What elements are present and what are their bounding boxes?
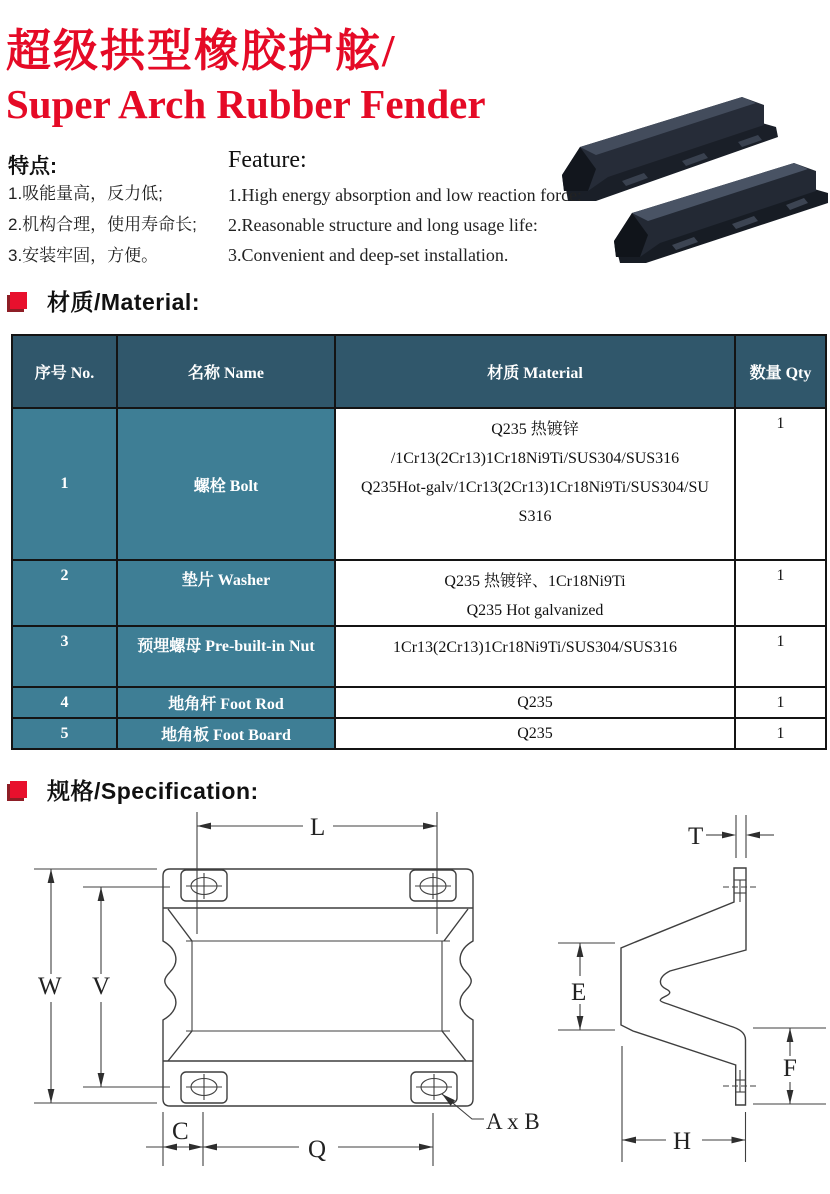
material-line: /1Cr13(2Cr13)1Cr18Ni9Ti/SUS304/SUS316 [390,450,680,467]
cell-name: 垫片 Washer [117,560,335,626]
dimension-V [83,887,170,1087]
dim-label-W: W [38,973,62,1000]
dim-label-L: L [310,814,326,841]
plan-view-drawing [34,812,540,1166]
dimension-H [622,1046,746,1162]
dim-label-H: H [673,1128,692,1155]
cell-qty: 1 [735,560,826,626]
feature-item-en: 3.Convenient and deep-set installation. [228,245,509,265]
cell-name: 地角板 Foot Board [117,718,335,749]
cell-no: 2 [12,560,117,626]
material-section-heading [10,284,200,317]
red-square-bullet-icon [10,781,27,798]
cell-material [335,560,735,626]
header-no: 序号 No. [12,335,117,408]
dim-label-AxB: A x B [486,1109,540,1134]
specification-section-label: 规格/Specification: [47,778,259,804]
material-line: S316 [518,508,552,525]
features-list-zh [8,178,197,271]
cell-qty: 1 [735,408,826,560]
cell-no: 4 [12,687,117,718]
cell-name: 预埋螺母 Pre-built-in Nut [117,626,335,687]
table-header-row [12,335,826,408]
material-line: Q235 热镀锌、1Cr18Ni9Ti [444,573,626,590]
cell-material [335,718,735,749]
material-line: Q235Hot-galv/1Cr13(2Cr13)1Cr18Ni9Ti/SUS304/SU [361,479,709,496]
material-section-label: 材质/Material: [47,289,200,315]
dimension-C [146,1112,203,1166]
material-line: 1Cr13(2Cr13)1Cr18Ni9Ti/SUS304/SUS316 [393,639,677,656]
material-line: Q235 [517,694,553,711]
dim-label-F: F [783,1055,797,1082]
dim-label-C: C [172,1118,189,1145]
table-row [12,560,826,626]
specification-drawing [0,800,830,1194]
header-name: 名称 Name [117,335,335,408]
material-table [11,334,827,750]
features-list-en [228,180,582,270]
page-title-en: Super Arch Rubber Fender [6,81,486,127]
cell-name: 螺栓 Bolt [117,408,335,560]
cell-qty: 1 [735,626,826,687]
material-line: Q235 Hot galvanized [466,602,604,619]
material-line: Q235 热镀锌 [491,421,579,438]
dimension-Q [203,1113,433,1166]
flange-bolt-detail-top [723,880,757,902]
feature-item-zh: 2.机构合理，使用寿命长; [8,215,197,234]
cell-material [335,626,735,687]
header-qty: 数量 Qty [735,335,826,408]
cell-name: 地角杆 Foot Rod [117,687,335,718]
section-view-drawing [558,815,826,1162]
header-material: 材质 Material [335,335,735,408]
material-line: Q235 [517,725,553,742]
feature-item-en: 2.Reasonable structure and long usage life: [228,215,538,235]
table-row [12,718,826,749]
dimension-E [558,943,615,1030]
cell-no: 3 [12,626,117,687]
features-heading-zh: 特点: [8,155,57,178]
dimension-F [753,1028,826,1104]
feature-item-zh: 1.吸能量高，反力低; [8,184,163,203]
flange-bolt-detail-bottom [723,1070,757,1092]
dim-label-Q: Q [308,1136,327,1163]
features-heading-en: Feature: [228,147,307,173]
dim-label-T: T [688,823,704,850]
table-row [12,687,826,718]
cell-qty: 1 [735,718,826,749]
cell-material [335,408,735,560]
cell-no: 1 [12,408,117,560]
dimension-T [688,815,774,858]
dim-label-V: V [92,973,111,1000]
table-row [12,626,826,687]
cell-material [335,687,735,718]
table-row [12,408,826,560]
feature-item-zh: 3.安装牢固，方便。 [8,246,159,265]
cell-qty: 1 [735,687,826,718]
feature-item-en: 1.High energy absorption and low reaction force: [228,185,583,205]
page-title-zh: 超级拱型橡胶护舷/ [6,26,397,76]
product-photo [552,57,830,265]
red-square-bullet-icon [10,292,27,309]
dim-label-E: E [571,979,587,1006]
cell-no: 5 [12,718,117,749]
